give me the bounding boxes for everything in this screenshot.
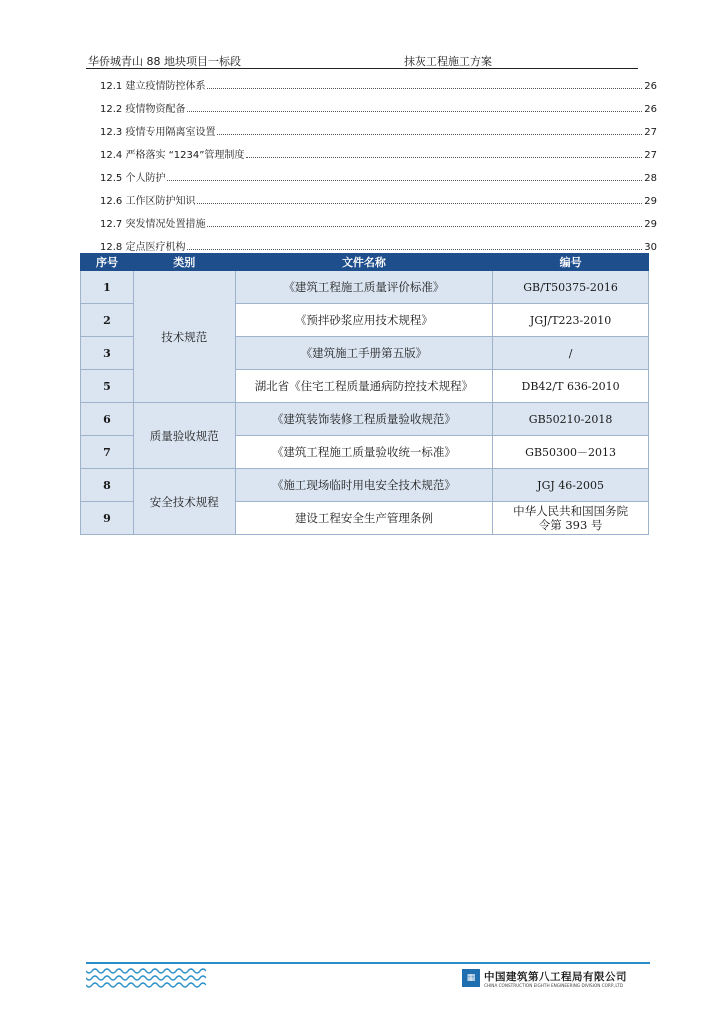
- category-cell: 安全技术规程: [133, 469, 235, 535]
- table-header-row: [81, 254, 649, 271]
- footer-divider: [86, 962, 650, 964]
- header-category: 类别: [133, 254, 235, 271]
- row-code: /: [493, 337, 649, 370]
- row-no: 1: [81, 271, 134, 304]
- row-no: 6: [81, 403, 134, 436]
- row-no: 8: [81, 469, 134, 502]
- toc-entry[interactable]: 12.2 疫情物资配备 26: [100, 104, 657, 115]
- row-name: 《施工现场临时用电安全技术规范》: [235, 469, 492, 502]
- toc-entry[interactable]: 12.5 个人防护 28: [100, 173, 657, 184]
- row-no: 2: [81, 304, 134, 337]
- row-code: JGJ/T223-2010: [493, 304, 649, 337]
- row-name: 《预拌砂浆应用技术规程》: [235, 304, 492, 337]
- table-row: [81, 403, 649, 436]
- row-code: JGJ 46-2005: [493, 469, 649, 502]
- cscec-logo-icon: ▦: [462, 969, 480, 987]
- company-logo: [462, 969, 648, 993]
- row-code: GB/T50375-2016: [493, 271, 649, 304]
- header-name: 文件名称: [235, 254, 492, 271]
- row-code: DB42/T 636-2010: [493, 370, 649, 403]
- document-title: 抹灰工程施工方案: [404, 55, 492, 68]
- row-code: GB50300－2013: [493, 436, 649, 469]
- toc-entry[interactable]: 12.8 定点医疗机构 30: [100, 242, 657, 253]
- row-no: 9: [81, 502, 134, 535]
- toc-entry[interactable]: 12.7 突发情况处置措施 29: [100, 219, 657, 230]
- header-no: 序号: [81, 254, 134, 271]
- header-code: 编号: [493, 254, 649, 271]
- wave-pattern-icon: [86, 967, 206, 989]
- table-row: [81, 469, 649, 502]
- project-name: 华侨城青山 88 地块项目一标段: [88, 55, 241, 68]
- category-cell: 技术规范: [133, 271, 235, 403]
- row-name: 《建筑工程施工质量验收统一标准》: [235, 436, 492, 469]
- toc-entry[interactable]: 12.4 严格落实 “1234”管理制度 27: [100, 150, 657, 161]
- toc-entry[interactable]: 12.3 疫情专用隔离室设置 27: [100, 127, 657, 138]
- row-name: 建设工程安全生产管理条例: [235, 502, 492, 535]
- toc-entry[interactable]: 12.6 工作区防护知识 29: [100, 196, 657, 207]
- page-header: [86, 52, 638, 69]
- row-no: 3: [81, 337, 134, 370]
- toc-entry[interactable]: 12.1 建立疫情防控体系 26: [100, 81, 657, 92]
- company-name-en: CHINA CONSTRUCTION EIGHTH ENGINEERING DIVISION CORP.,LTD: [484, 983, 623, 988]
- table-of-contents: [100, 69, 657, 253]
- row-name: 《建筑装饰装修工程质量验收规范》: [235, 403, 492, 436]
- row-name: 《建筑施工手册第五版》: [235, 337, 492, 370]
- standards-table: [80, 253, 649, 535]
- company-name-cn: 中国建筑第八工程局有限公司: [484, 971, 627, 983]
- category-cell: 质量验收规范: [133, 403, 235, 469]
- table-row: [81, 271, 649, 304]
- row-no: 7: [81, 436, 134, 469]
- row-name: 湖北省《住宅工程质量通病防控技术规程》: [235, 370, 492, 403]
- row-name: 《建筑工程施工质量评价标准》: [235, 271, 492, 304]
- row-code: GB50210-2018: [493, 403, 649, 436]
- row-no: 5: [81, 370, 134, 403]
- row-code: 中华人民共和国国务院令第 393 号: [493, 502, 649, 535]
